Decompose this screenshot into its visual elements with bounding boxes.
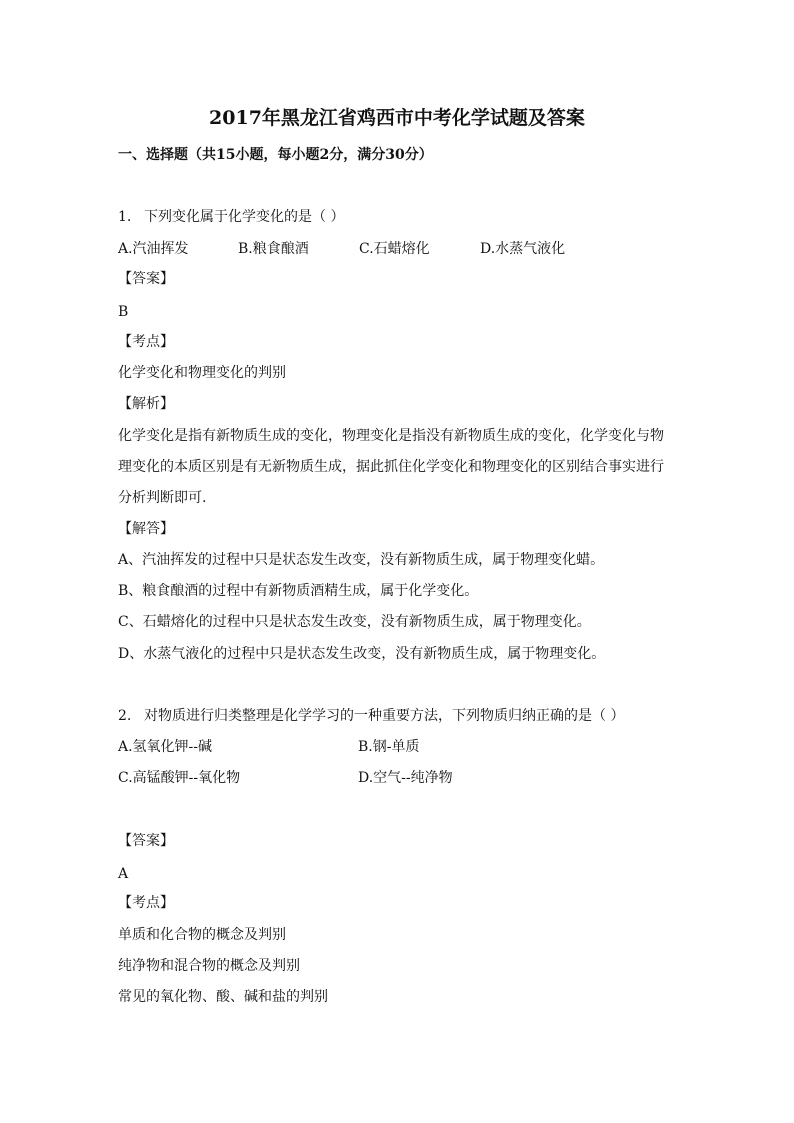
jiexi-line: 理变化的本质区别是有无新物质生成，据此抓住化学变化和物理变化的区别结合事实进行 xyxy=(118,459,664,475)
answer-heading: 【答案】 xyxy=(118,833,174,849)
question-1-number: 1. xyxy=(118,209,132,225)
page-title: 2017年黑龙江省鸡西市中考化学试题及答案 xyxy=(209,107,585,129)
jieda-line: A、汽油挥发的过程中只是状态发生改变，没有新物质生成，属于物理变化蜡。 xyxy=(118,552,605,568)
jiexi-line: 化学变化是指有新物质生成的变化，物理变化是指没有新物质生成的变化，化学变化与物 xyxy=(118,428,664,444)
question-2-options-row-2 xyxy=(118,769,618,787)
answer-value: B xyxy=(118,304,129,320)
question-2-option-a: A.氢氧化钾--碱 xyxy=(118,739,213,755)
question-1-option-c: C.石蜡熔化 xyxy=(359,241,430,257)
jiexi-line: 分析判断即可. xyxy=(118,490,207,506)
jieda-heading: 【解答】 xyxy=(118,521,174,537)
question-2-option-d: D.空气--纯净物 xyxy=(358,770,453,786)
question-2-number: 2. xyxy=(118,708,132,724)
kaodian-text: 化学变化和物理变化的判别 xyxy=(118,365,286,381)
question-2-option-b: B.钢-单质 xyxy=(358,739,420,755)
jiexi-heading: 【解析】 xyxy=(118,396,174,412)
answer-value: A xyxy=(118,866,129,882)
jieda-line: B、粮食酿酒的过程中有新物质酒精生成，属于化学变化。 xyxy=(118,583,479,599)
kaodian-text: 单质和化合物的概念及判别 xyxy=(118,927,286,943)
question-1-option-a: A.汽油挥发 xyxy=(118,241,189,257)
question-2-option-c: C.高锰酸钾--氧化物 xyxy=(118,770,241,786)
jieda-line: C、石蜡熔化的过程中只是状态发生改变，没有新物质生成，属于物理变化。 xyxy=(118,614,591,630)
question-1-option-b: B.粮食酿酒 xyxy=(238,241,309,257)
question-1-option-d: D.水蒸气液化 xyxy=(480,241,566,257)
question-2-stem xyxy=(118,707,624,725)
question-2-options-row-1 xyxy=(118,738,618,756)
section-heading: 一、选择题（共15小题，每小题2分，满分30分） xyxy=(118,147,433,163)
question-1-stem xyxy=(118,208,344,226)
answer-heading: 【答案】 xyxy=(118,271,174,287)
question-1-options xyxy=(118,240,678,258)
kaodian-heading: 【考点】 xyxy=(118,895,174,911)
kaodian-text: 纯净物和混合物的概念及判别 xyxy=(118,958,300,974)
question-1-text: 下列变化属于化学变化的是（ ） xyxy=(144,209,345,225)
kaodian-heading: 【考点】 xyxy=(118,334,174,350)
question-2-text: 对物质进行归类整理是化学学习的一种重要方法，下列物质归纳正确的是（ ） xyxy=(144,708,625,724)
jieda-line: D、水蒸气液化的过程中只是状态发生改变，没有新物质生成，属于物理变化。 xyxy=(118,646,606,662)
kaodian-text: 常见的氧化物、酸、碱和盐的判别 xyxy=(118,989,328,1005)
